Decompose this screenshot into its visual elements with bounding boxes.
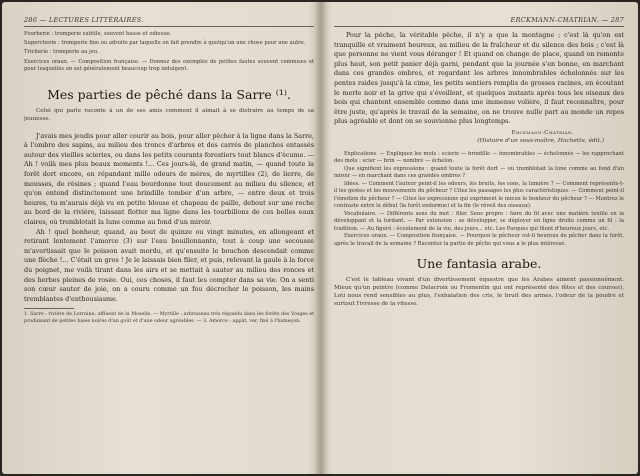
- exercise: Idées. — Comment l'auteur peint-il les odeurs, les bruits, les sons, la lumière ? — Comment représente-t-il les gestes et les mouvements du pêcheur ? Citez les passages les plus caractéristiques. — Comment peint-il l'émotion du pêcheur ? — Citez les expressions qui expriment le mieux le bonheur du pêcheur ? — Montrez le contraste entre le début (la forêt endormie) et la fin (le réveil des oiseaux).: [334, 180, 624, 210]
- right-page-number: 287: [610, 16, 624, 24]
- exercise: Vocabulaire. — Différents sens du mot : filer. Sens propre : faire du fil avec une matière textile en la développant et la tordant. — Par extension : se développer, se déployer en ligne droite comme un fil : la tradition. — Au figuré : écoulement de la vie, des jours... etc. Les Parques qui filent d'heureux jours, etc.: [334, 210, 624, 232]
- signature: [334, 129, 624, 145]
- exercise: Explications. — Expliquez les mots : scierie — brindille — innombrables — échelonnés — les rapprochant des mots : scier — brin — nombre — échelon.: [334, 150, 624, 165]
- exercise: Que signifient les expressions : quand toute la forêt dort — où tremblotait la lune comme au fond d'un miroir — en marchant dans ces grandes ombres ?: [334, 165, 624, 180]
- chapter-title-2: Une fantasia arabe.: [416, 256, 542, 272]
- right-running-head: [334, 16, 624, 27]
- left-page: [24, 16, 314, 462]
- top-note: Fourberie : tromperie subtile, souvent basse et odieuse.: [24, 31, 172, 37]
- paragraph: Pour la pêche, la véritable pêche, il n'y a que la montagne ; c'est là qu'on est tranquille et vraiment heureux, au milieu de la fraîcheur et du silence des bois ; c'est là que personne ne vient vous déranger ! Et quand on change de place, quand on remonte plus haut, son petit panier déjà garni, pendant que la journée s'en bonne, en marchant dans ces grandes ombres, et regardant les arbres innombrables échelonnés sur les pentes raides jusqu'à la cime, les petits sentiers remplis de grosses racines, en écoutant le merle noir et la grive qui s'éveillent, et quelques instants après tous les oiseaux des bois qui chantent ensemble comme dans une immense volière, il faut reconnaître, pour être juste, qu'après le travail de la semaine, on ne trouve nulle part au monde un repos plus agréable et dont on se souvienne plus longtemps.: [334, 31, 624, 126]
- left-body-text: [24, 132, 314, 305]
- right-body-text: [334, 31, 624, 127]
- paragraph: J'avais mes jeudis pour aller courir au bois, pour aller pêcher à la ligne dans la Sarre, à l'ombre des sapins, au milieu des troncs d'arbres et des carrés de planches entassés autour des vieilles scieries, ou dans les petits courants forestiers tout blancs d'écume. — Ah ! voilà mes plus beaux moments !... Ces jours-là, de grand matin, — quand toute la forêt dort encore, en répandant mille odeurs de mères, de myrtilles (2), de lierre, de mousses, de résines ; quand l'eau bourdonne tout doucement au milieu du silence, et qu'on entend distinctement une brindille tomber d'un arbre, — entre deux et trois heures, tu m'aurais déjà vu en petite blouse et chapeau de paille, debout sur une roche au bord de la rivière, laissant flotter ma ligne dans les tourbillons de ces belles eaux claires, où tremblotait la lune comme au fond d'un miroir.: [24, 131, 314, 226]
- signature-source: (Histoire d'un sous-maître, Hachette, édit.): [477, 137, 604, 144]
- book-spread: [2, 2, 638, 474]
- paragraph: Ah ! quel bonheur, quand, au bout de quinze ou vingt minutes, en allongeant et retirant lentement l'amorce (3) sur l'eau bouillonnante, tout à coup une secousse m'avertissait que le poisson avait mordu, et qu'ensuite le bouchon descendait comme une flèche !... C'était un gros ! Je le laissais bien filer, et puis, relevant la gaule à la force du poignet, me voilà tirant dans les airs et se mettait à sauter au milieu des ronces et des herbes pleines de rosée. Oui, ces choses, il faut les compter dans sa vie. On a senti son cœur sauter de joie, on a couru comme un fou décrocher le poisson, les mains tremblantes d'enthousiasme.: [24, 227, 314, 303]
- exercise: Exercices oraux. — Composition française. — Pourquoi le pêcheur est-il heureux de pêcher dans la forêt, après le travail de la semaine ? Racontez la partie de pêche qui vous a le plus intéressé.: [334, 233, 624, 247]
- footnotes: 1. Sarre : rivière de Lorraine, affluent de la Moselle. — Myrtille : arbrisseau très répandu dans les forêts des Vosges et produisant de petites baies noires d'un goût et d'une odeur agréables. — 3. Amorce : appât, ver, fixé à l'hameçon.: [24, 312, 314, 325]
- left-top-notes: [24, 31, 314, 73]
- top-note: Supercherie : tromperie fine ou adroite par laquelle on fait prendre à quelqu'un une chose pour une autre.: [24, 40, 306, 47]
- book-gutter: [314, 2, 328, 474]
- right-running-title: ERCKMANN-CHATRIAN. —: [510, 16, 609, 24]
- top-note: Tricherie : tromperie au jeu.: [24, 49, 99, 56]
- signature-author: Erckmann-Chatrian.: [511, 129, 574, 136]
- chapter-lead: Celui qui parle raconte à un de ses amis comment il aimait à se distraire au temps de sa jeunesse.: [24, 108, 314, 122]
- left-running-title: — LECTURES LITTÉRAIRES.: [39, 16, 144, 24]
- footnote-rule: [24, 308, 74, 309]
- right-page: [334, 16, 624, 462]
- left-page-number: 286: [24, 16, 38, 24]
- chapter-title: Mes parties de pêché dans la Sarre ⁽¹⁾.: [47, 87, 291, 103]
- chapter-lead-2: C'est le tableau vivant d'un divertissement équestre que les Arabes aiment passionnément. Mieux qu'un peintre (comme Delacroix ou Fromentin qui ont représenté des fêtes et des courses), Loti nous rend sensibles au plus, l'exhalation des cris, le bruit des armes, l'odeur de la poudre et surtout l'ivresse de la vitesse.: [334, 277, 624, 307]
- top-note: Exercices oraux. — Composition française. — Donnez des exemples de petites fautes souvent commises et pour lesquelles on est généralement beaucoup trop indulgent.: [24, 58, 314, 72]
- exercises: [334, 151, 624, 249]
- left-running-head: [24, 16, 314, 27]
